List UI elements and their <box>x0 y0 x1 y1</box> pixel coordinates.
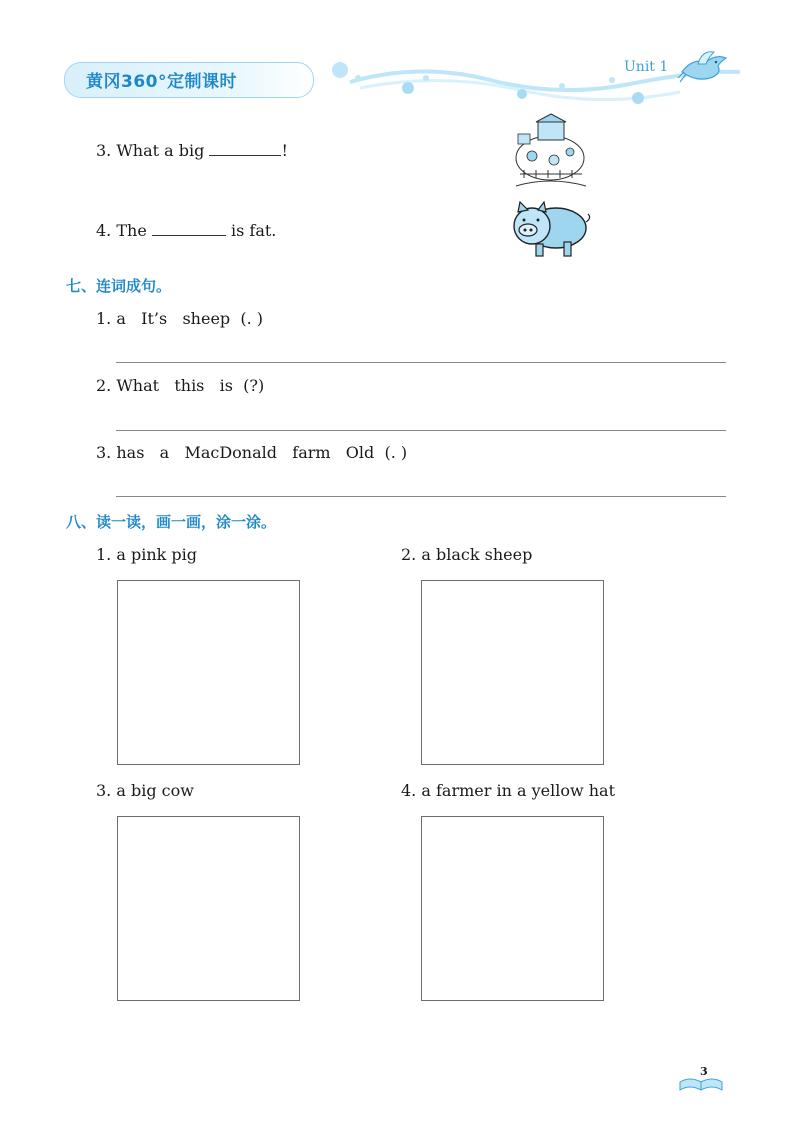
draw-prompt-4: 4. a farmer in a yellow hat <box>401 781 616 800</box>
answer-line-1[interactable] <box>116 362 726 363</box>
section-7-item-2: 2. What this is (?) <box>96 376 265 395</box>
question-4-end: is fat. <box>225 221 277 240</box>
question-4-text: 4. The <box>96 221 152 240</box>
bird-icon <box>676 48 728 86</box>
drawing-box-3[interactable] <box>117 816 300 1001</box>
question-3-text: 3. What a big <box>96 141 210 160</box>
draw-prompt-2: 2. a black sheep <box>401 545 533 564</box>
section-8-heading: 八、读一读，画一画，涂一涂。 <box>66 513 277 531</box>
unit-label: Unit 1 <box>624 59 669 75</box>
page-number: 3 <box>700 1065 708 1078</box>
drawing-box-1[interactable] <box>117 580 300 765</box>
answer-blank-4[interactable] <box>152 235 226 236</box>
draw-prompt-3: 3. a big cow <box>96 781 194 800</box>
answer-line-2[interactable] <box>116 430 726 431</box>
question-4 <box>96 221 276 240</box>
question-3-end: ! <box>281 141 288 160</box>
answer-line-3[interactable] <box>116 496 726 497</box>
bubble-decoration-icon <box>300 48 740 112</box>
section-7-heading: 七、连词成句。 <box>66 277 172 295</box>
draw-prompt-1: 1. a pink pig <box>96 545 198 564</box>
book-icon <box>678 1074 724 1094</box>
section-7-item-1: 1. a It’s sheep (. ) <box>96 309 263 328</box>
drawing-box-4[interactable] <box>421 816 604 1001</box>
question-3 <box>96 141 288 160</box>
pig-icon <box>508 198 592 260</box>
header-title: 黄冈360°定制课时 <box>86 72 237 92</box>
farm-scene-icon <box>508 112 592 190</box>
answer-blank-3[interactable] <box>209 155 281 156</box>
section-7-item-3: 3. has a MacDonald farm Old (. ) <box>96 443 408 462</box>
drawing-box-2[interactable] <box>421 580 604 765</box>
